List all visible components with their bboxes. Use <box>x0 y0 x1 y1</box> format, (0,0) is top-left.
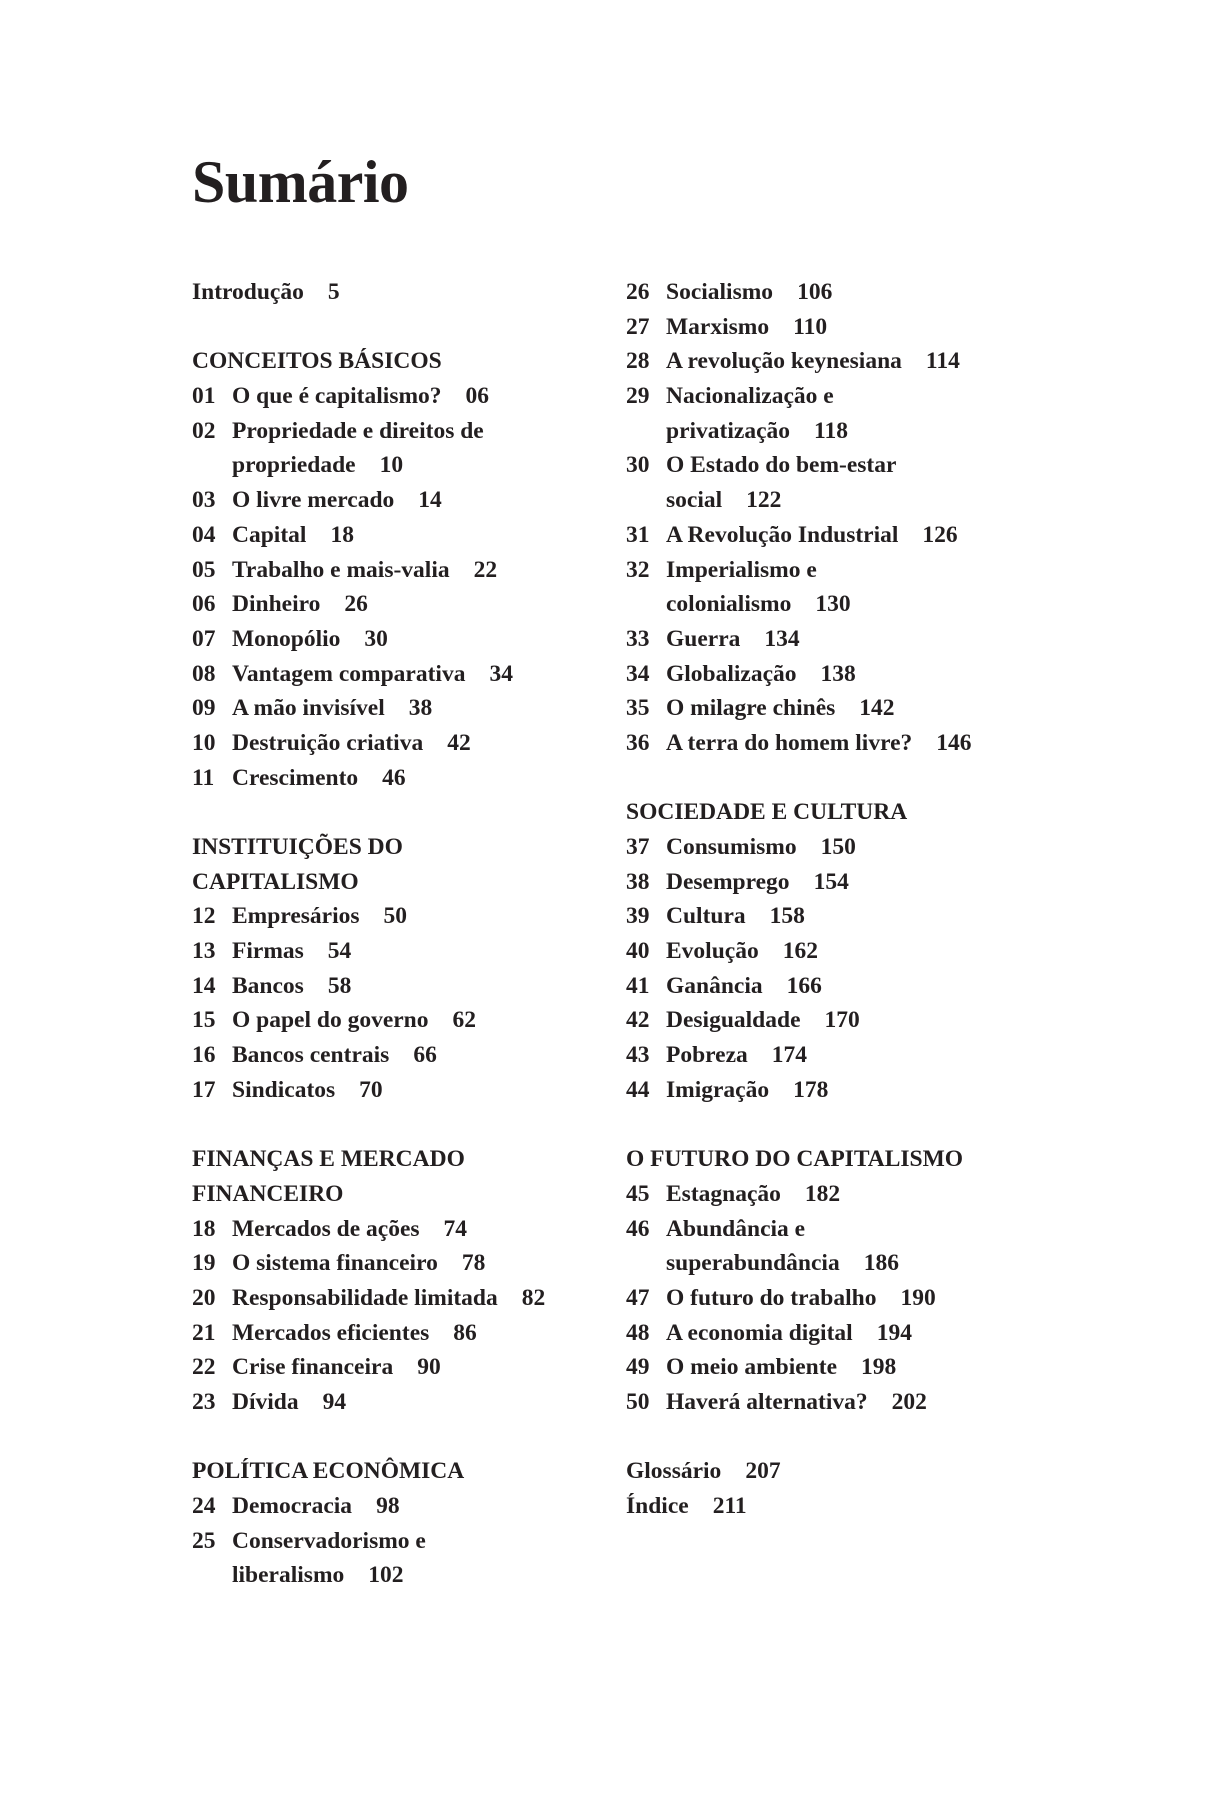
toc-entry <box>626 518 1126 553</box>
toc-entry-title: Capital <box>232 521 307 548</box>
toc-entry-page: 18 <box>330 521 354 548</box>
section-heading: CONCEITOS BÁSICOS <box>192 348 442 375</box>
toc-entry <box>192 1073 612 1108</box>
toc-entry-number: 13 <box>192 938 216 965</box>
indent <box>626 483 666 518</box>
toc-entry-title: Monopólio <box>232 625 341 652</box>
toc-entry-title: Mercados eficientes <box>232 1319 430 1346</box>
toc-entry-page: 178 <box>793 1076 829 1103</box>
toc-entry <box>192 414 612 449</box>
toc-entry-page: 122 <box>746 487 782 514</box>
toc-entry-title: Firmas <box>232 938 304 965</box>
toc-entry <box>192 518 612 553</box>
toc-entry-page: 126 <box>922 521 958 548</box>
toc-entry <box>626 1212 1126 1247</box>
toc-entry-page: 166 <box>786 972 822 999</box>
toc-entry <box>626 1003 1126 1038</box>
toc-entry-page: 186 <box>863 1250 899 1277</box>
toc-entry-number: 36 <box>626 729 650 756</box>
toc-entry-page: 110 <box>793 313 828 340</box>
toc-entry-number: 50 <box>626 1389 650 1415</box>
toc-entry-continuation <box>192 448 612 483</box>
toc-entry-number: 11 <box>192 764 215 791</box>
toc-extra-item <box>192 275 612 310</box>
toc-entry-title: O papel do governo <box>232 1007 429 1034</box>
toc-entry-page: 70 <box>359 1076 383 1103</box>
toc-entry-page: 114 <box>925 348 960 375</box>
toc-entry-page: 138 <box>820 660 856 687</box>
toc-entry-title: Mercados de ações <box>232 1215 420 1242</box>
toc-entry-number: 03 <box>192 487 216 514</box>
toc-entry-title: Cultura <box>666 903 746 930</box>
section-heading: INSTITUIÇÕES DO <box>192 834 403 860</box>
toc-entry-number: 26 <box>626 279 650 305</box>
toc-entry-continuation <box>626 587 1126 622</box>
toc-entry-title: Bancos <box>232 972 304 999</box>
toc-entry-title: Empresários <box>232 903 360 930</box>
spacer <box>626 1108 1126 1143</box>
toc-entry-number: 07 <box>192 625 216 652</box>
toc-entry-page: 146 <box>936 729 972 756</box>
toc-entry-title: Desigualdade <box>666 1007 801 1034</box>
toc-entry-title: A mão invisível <box>232 695 385 722</box>
toc-item-title: Glossário <box>626 1458 722 1485</box>
toc-entry-title: Bancos centrais <box>232 1042 390 1069</box>
toc-entry-title: Estagnação <box>666 1180 781 1207</box>
toc-entry-number: 18 <box>192 1215 216 1242</box>
toc-entry-page: 158 <box>769 903 805 930</box>
toc-entry-page: 26 <box>344 591 368 618</box>
toc-entry-number: 31 <box>626 521 650 548</box>
toc-item-page: 207 <box>745 1458 781 1485</box>
toc-entry <box>192 1350 612 1385</box>
toc-entry-number: 09 <box>192 695 216 722</box>
toc-entry-number: 21 <box>192 1319 216 1346</box>
toc-entry-page: 66 <box>413 1042 437 1069</box>
toc-entry <box>626 379 1126 414</box>
toc-entry <box>626 726 1126 761</box>
toc-item-title: Introdução <box>192 279 304 305</box>
toc-entry <box>192 761 612 796</box>
toc-entry-number: 47 <box>626 1284 650 1311</box>
toc-extra-item <box>626 1454 1126 1489</box>
toc-entry-number: 41 <box>626 972 650 999</box>
toc-entry-title: Desemprego <box>666 868 790 895</box>
spacer <box>192 310 612 345</box>
toc-entry-page: 06 <box>465 383 490 410</box>
indent <box>192 448 232 483</box>
toc-entry <box>192 1385 612 1420</box>
toc-entry <box>192 1246 612 1281</box>
toc-entry-number: 23 <box>192 1389 216 1415</box>
toc-entry <box>192 1212 612 1247</box>
toc-entry-page: 102 <box>368 1562 404 1589</box>
toc-entry <box>626 934 1126 969</box>
toc-entry <box>626 553 1126 588</box>
toc-entry-title: Evolução <box>666 938 759 965</box>
toc-entry-page: 194 <box>876 1319 912 1346</box>
indent <box>626 414 666 449</box>
toc-entry-title: superabundância <box>666 1250 840 1277</box>
toc-entry-number: 15 <box>192 1007 216 1034</box>
toc-entry-page: 10 <box>379 452 404 479</box>
toc-entry-number: 02 <box>192 417 216 444</box>
toc-entry <box>626 310 1126 345</box>
toc-entry-title: O que é capitalismo? <box>232 383 442 410</box>
toc-entry-page: 198 <box>861 1354 897 1381</box>
toc-entry-page: 90 <box>417 1354 441 1381</box>
toc-entry <box>192 691 612 726</box>
toc-entry <box>192 1038 612 1073</box>
toc-entry <box>626 657 1126 692</box>
toc-entry-number: 05 <box>192 556 216 583</box>
toc-entry-title: Sindicatos <box>232 1076 336 1103</box>
spacer <box>192 1108 612 1143</box>
toc-entry-number: 25 <box>192 1527 216 1554</box>
toc-entry-number: 33 <box>626 625 650 652</box>
toc-entry-title: Vantagem comparativa <box>232 660 466 687</box>
toc-entry-continuation <box>192 1558 612 1593</box>
toc-entry-title: Haverá alternativa? <box>666 1389 868 1415</box>
toc-entry-title: A economia digital <box>666 1319 853 1346</box>
toc-entry-number: 10 <box>192 729 216 756</box>
toc-entry-page: 170 <box>824 1007 860 1034</box>
spacer <box>626 761 1126 796</box>
toc-entry-page: 50 <box>383 903 408 930</box>
toc-right-column <box>626 275 1126 1524</box>
toc-entry <box>192 934 612 969</box>
toc-entry-page: 74 <box>443 1215 468 1242</box>
toc-entry-title: Consumismo <box>666 834 797 860</box>
toc-entry <box>192 657 612 692</box>
section-heading: FINANÇAS E MERCADO <box>192 1146 465 1173</box>
toc-entry-number: 17 <box>192 1076 216 1103</box>
toc-entry-number: 49 <box>626 1354 650 1381</box>
indent <box>626 1246 666 1281</box>
toc-entry-title: Guerra <box>666 625 741 652</box>
toc-entry <box>626 899 1126 934</box>
toc-entry-page: 118 <box>814 417 848 444</box>
toc-entry-number: 44 <box>626 1076 650 1103</box>
toc-entry-number: 42 <box>626 1007 650 1034</box>
toc-entry <box>626 1038 1126 1073</box>
toc-entry-title: Imperialismo e <box>666 556 817 583</box>
toc-entry-number: 12 <box>192 903 216 930</box>
toc-entry-title: O meio ambiente <box>666 1354 837 1381</box>
toc-entry-title: Imigração <box>666 1076 770 1103</box>
toc-entry-number: 20 <box>192 1284 216 1311</box>
toc-entry-page: 182 <box>804 1180 841 1207</box>
toc-entry-title: A terra do homem livre? <box>666 729 913 756</box>
toc-entry-page: 190 <box>900 1284 936 1311</box>
toc-item-title: Índice <box>626 1493 689 1520</box>
toc-entry-page: 82 <box>521 1284 546 1311</box>
toc-entry-title: O sistema financeiro <box>232 1250 438 1277</box>
toc-entry-title: Ganância <box>666 972 763 999</box>
toc-entry <box>192 483 612 518</box>
toc-entry-title: Conservadorismo e <box>232 1527 426 1554</box>
toc-entry-title: Nacionalização e <box>666 383 834 410</box>
indent <box>192 1558 232 1593</box>
toc-entry <box>192 1489 612 1524</box>
toc-entry-number: 24 <box>192 1493 216 1520</box>
toc-entry-page: 86 <box>453 1319 477 1346</box>
toc-entry-number: 28 <box>626 348 650 375</box>
indent <box>626 587 666 622</box>
toc-entry <box>626 1385 1126 1420</box>
toc-entry <box>626 691 1126 726</box>
toc-entry <box>192 1316 612 1351</box>
section-heading: CAPITALISMO <box>192 868 359 895</box>
spacer <box>192 1420 612 1455</box>
toc-entry <box>626 1350 1126 1385</box>
toc-entry-number: 06 <box>192 591 216 618</box>
toc-entry-number: 48 <box>626 1319 650 1346</box>
page-title: Sumário <box>192 149 409 215</box>
toc-item-page: 211 <box>712 1493 747 1520</box>
toc-entry-number: 01 <box>192 383 216 410</box>
toc-entry-page: 162 <box>782 938 818 965</box>
toc-entry <box>626 969 1126 1004</box>
toc-entry-number: 29 <box>626 383 650 410</box>
toc-entry-title: Responsabilidade limitada <box>232 1284 498 1311</box>
toc-item-page: 5 <box>327 279 340 305</box>
toc-entry-number: 27 <box>626 313 650 340</box>
toc-entry-page: 30 <box>364 625 388 652</box>
toc-entry-continuation <box>626 414 1126 449</box>
toc-entry <box>192 1524 612 1559</box>
toc-entry-title: O Estado do bem-estar <box>666 452 897 479</box>
toc-entry-page: 78 <box>461 1250 486 1277</box>
toc-entry-number: 39 <box>626 903 650 930</box>
toc-entry-number: 32 <box>626 556 650 583</box>
toc-entry <box>626 1177 1126 1212</box>
toc-entry-number: 35 <box>626 695 650 722</box>
toc-entry-page: 42 <box>447 729 471 756</box>
toc-entry-title: O futuro do trabalho <box>666 1284 877 1311</box>
toc-entry-title: Socialismo <box>666 279 774 305</box>
toc-entry-number: 34 <box>626 660 650 687</box>
toc-entry <box>626 448 1126 483</box>
toc-entry-title: O milagre chinês <box>666 695 836 722</box>
toc-entry-number: 30 <box>626 452 650 479</box>
toc-entry-number: 14 <box>192 972 216 999</box>
toc-entry <box>626 830 1126 865</box>
toc-entry-title: Marxismo <box>666 313 770 340</box>
toc-entry-title: liberalismo <box>232 1562 345 1589</box>
toc-entry-page: 150 <box>820 834 856 860</box>
toc-entry <box>192 1281 612 1316</box>
toc-entry-page: 58 <box>327 972 352 999</box>
toc-entry-number: 04 <box>192 521 216 548</box>
toc-entry-page: 106 <box>797 279 833 305</box>
toc-entry-number: 46 <box>626 1215 650 1242</box>
toc-entry-number: 43 <box>626 1042 650 1069</box>
toc-entry <box>626 1073 1126 1108</box>
toc-entry <box>192 587 612 622</box>
toc-entry-continuation <box>626 1246 1126 1281</box>
toc-entry-number: 40 <box>626 938 650 965</box>
toc-entry-page: 98 <box>376 1493 400 1520</box>
toc-entry-page: 94 <box>322 1389 347 1415</box>
toc-entry <box>626 1316 1126 1351</box>
toc-entry-title: A Revolução Industrial <box>666 521 899 548</box>
toc-entry-title: social <box>666 487 723 514</box>
toc-entry-title: propriedade <box>232 452 356 479</box>
toc-entry-title: Crescimento <box>232 764 359 791</box>
section-heading: SOCIEDADE E CULTURA <box>626 799 908 826</box>
toc-entry <box>192 1003 612 1038</box>
toc-entry <box>626 622 1126 657</box>
toc-entry-page: 34 <box>489 660 513 687</box>
section-heading: O FUTURO DO CAPITALISMO <box>626 1146 964 1173</box>
toc-entry-number: 19 <box>192 1250 216 1277</box>
toc-entry-title: Globalização <box>666 660 797 687</box>
toc-entry-page: 22 <box>473 556 498 583</box>
toc-entry <box>192 553 612 588</box>
toc-entry <box>192 726 612 761</box>
toc-entry-page: 130 <box>815 591 851 618</box>
toc-entry <box>192 379 612 414</box>
toc-entry-page: 62 <box>452 1007 477 1034</box>
toc-entry-number: 08 <box>192 660 216 687</box>
toc-entry <box>626 865 1126 900</box>
toc-entry-page: 202 <box>891 1389 927 1415</box>
toc-extra-item <box>626 1489 1126 1524</box>
toc-left-column <box>192 275 612 1593</box>
toc-entry <box>626 344 1126 379</box>
toc-entry-title: Destruição criativa <box>232 729 424 756</box>
toc-entry-title: A revolução keynesiana <box>666 348 902 375</box>
toc-entry-page: 38 <box>408 695 433 722</box>
toc-entry-page: 174 <box>771 1042 808 1069</box>
toc-entry <box>192 622 612 657</box>
toc-entry-title: Dívida <box>232 1389 299 1415</box>
toc-entry-title: Propriedade e direitos de <box>232 417 484 444</box>
toc-entry-page: 54 <box>327 938 352 965</box>
section-heading: FINANCEIRO <box>192 1180 344 1207</box>
toc-entry-number: 38 <box>626 868 650 895</box>
toc-entry-page: 142 <box>859 695 895 722</box>
toc-entry-title: colonialismo <box>666 591 792 618</box>
toc-entry-continuation <box>626 483 1126 518</box>
spacer <box>192 795 612 830</box>
toc-entry-title: Pobreza <box>666 1042 748 1069</box>
toc-entry <box>626 1281 1126 1316</box>
toc-entry-number: 22 <box>192 1354 216 1381</box>
section-heading: POLÍTICA ECONÔMICA <box>192 1458 465 1485</box>
toc-entry-title: privatização <box>666 417 790 444</box>
toc-entry-title: Abundância e <box>666 1215 806 1242</box>
toc-entry-page: 46 <box>382 764 406 791</box>
toc-entry-title: Democracia <box>232 1493 353 1520</box>
toc-entry <box>192 899 612 934</box>
toc-entry-number: 45 <box>626 1180 650 1207</box>
toc-entry-title: Trabalho e mais-valia <box>232 556 450 583</box>
toc-entry-page: 134 <box>764 625 800 652</box>
toc-entry-page: 14 <box>418 487 442 514</box>
spacer <box>626 1420 1126 1455</box>
toc-entry-title: O livre mercado <box>232 487 395 514</box>
toc-entry-title: Crise financeira <box>232 1354 394 1381</box>
toc-entry-title: Dinheiro <box>232 591 321 618</box>
toc-entry-number: 37 <box>626 834 650 860</box>
toc-entry-page: 154 <box>813 868 849 895</box>
toc-entry <box>626 275 1126 310</box>
toc-entry-number: 16 <box>192 1042 216 1069</box>
toc-entry <box>192 969 612 1004</box>
